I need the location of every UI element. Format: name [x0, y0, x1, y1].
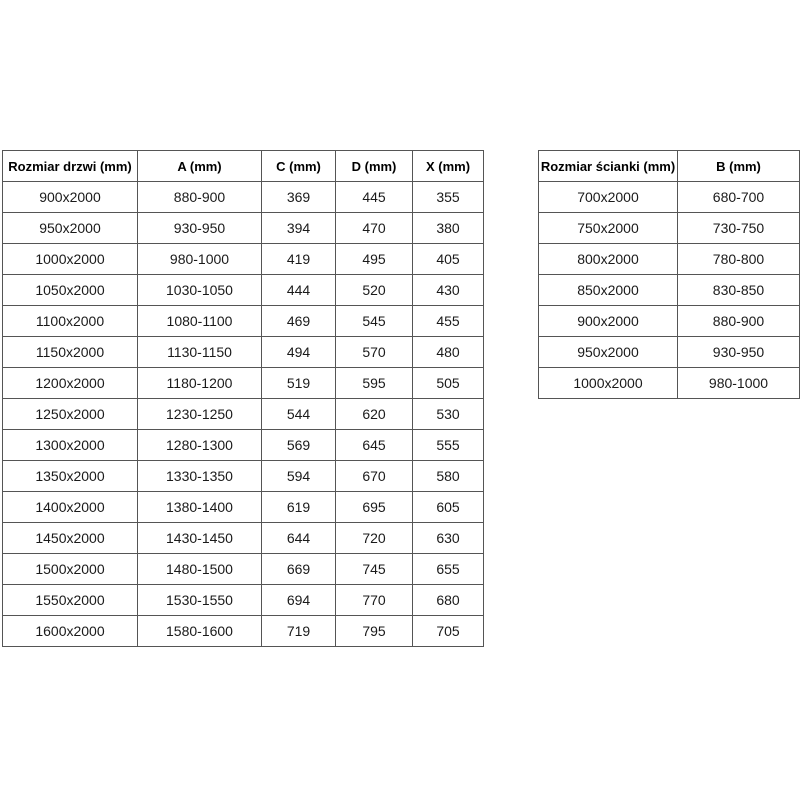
table-cell: 1050x2000	[3, 275, 138, 306]
table-row	[539, 275, 800, 306]
table-cell: 1100x2000	[3, 306, 138, 337]
table-cell: 444	[262, 275, 336, 306]
table-cell: 1400x2000	[3, 492, 138, 523]
wall-table-header-row	[539, 151, 800, 182]
table-cell: 645	[336, 430, 413, 461]
table-row	[539, 368, 800, 399]
door-table-header-row	[3, 151, 484, 182]
table-cell: 1500x2000	[3, 554, 138, 585]
table-cell: 670	[336, 461, 413, 492]
table-cell: 1000x2000	[539, 368, 678, 399]
table-cell: 1480-1500	[138, 554, 262, 585]
column-header: A (mm)	[138, 151, 262, 182]
table-cell: 570	[336, 337, 413, 368]
table-cell: 880-900	[138, 182, 262, 213]
table-cell: 980-1000	[138, 244, 262, 275]
column-header: Rozmiar drzwi (mm)	[3, 151, 138, 182]
table-cell: 1250x2000	[3, 399, 138, 430]
table-cell: 480	[413, 337, 484, 368]
table-row	[3, 616, 484, 647]
table-row	[539, 213, 800, 244]
table-cell: 1030-1050	[138, 275, 262, 306]
table-cell: 1150x2000	[3, 337, 138, 368]
table-cell: 445	[336, 182, 413, 213]
table-row	[3, 368, 484, 399]
table-cell: 750x2000	[539, 213, 678, 244]
table-cell: 530	[413, 399, 484, 430]
table-cell: 1200x2000	[3, 368, 138, 399]
table-cell: 1230-1250	[138, 399, 262, 430]
table-cell: 380	[413, 213, 484, 244]
table-row	[539, 244, 800, 275]
table-row	[3, 430, 484, 461]
table-row	[3, 244, 484, 275]
table-cell: 355	[413, 182, 484, 213]
table-cell: 720	[336, 523, 413, 554]
table-cell: 455	[413, 306, 484, 337]
table-cell: 880-900	[678, 306, 800, 337]
table-cell: 950x2000	[539, 337, 678, 368]
table-cell: 770	[336, 585, 413, 616]
table-cell: 505	[413, 368, 484, 399]
table-cell: 1530-1550	[138, 585, 262, 616]
table-cell: 644	[262, 523, 336, 554]
column-header: D (mm)	[336, 151, 413, 182]
table-cell: 630	[413, 523, 484, 554]
table-cell: 405	[413, 244, 484, 275]
table-cell: 1300x2000	[3, 430, 138, 461]
table-cell: 930-950	[138, 213, 262, 244]
table-cell: 1280-1300	[138, 430, 262, 461]
table-cell: 544	[262, 399, 336, 430]
table-row	[3, 461, 484, 492]
table-cell: 1450x2000	[3, 523, 138, 554]
table-cell: 1580-1600	[138, 616, 262, 647]
table-cell: 470	[336, 213, 413, 244]
table-cell: 719	[262, 616, 336, 647]
table-cell: 700x2000	[539, 182, 678, 213]
table-cell: 394	[262, 213, 336, 244]
table-row	[3, 275, 484, 306]
table-row	[3, 399, 484, 430]
table-cell: 1350x2000	[3, 461, 138, 492]
column-header: C (mm)	[262, 151, 336, 182]
table-row	[539, 182, 800, 213]
table-cell: 694	[262, 585, 336, 616]
table-cell: 795	[336, 616, 413, 647]
table-cell: 594	[262, 461, 336, 492]
table-row	[539, 337, 800, 368]
table-cell: 520	[336, 275, 413, 306]
table-cell: 950x2000	[3, 213, 138, 244]
table-cell: 519	[262, 368, 336, 399]
table-cell: 705	[413, 616, 484, 647]
table-cell: 605	[413, 492, 484, 523]
column-header: X (mm)	[413, 151, 484, 182]
table-row	[3, 182, 484, 213]
table-cell: 669	[262, 554, 336, 585]
table-cell: 495	[336, 244, 413, 275]
column-header: B (mm)	[678, 151, 800, 182]
table-cell: 830-850	[678, 275, 800, 306]
table-cell: 1380-1400	[138, 492, 262, 523]
table-cell: 680-700	[678, 182, 800, 213]
table-cell: 469	[262, 306, 336, 337]
table-cell: 730-750	[678, 213, 800, 244]
table-cell: 619	[262, 492, 336, 523]
table-cell: 620	[336, 399, 413, 430]
table-row	[3, 337, 484, 368]
table-cell: 745	[336, 554, 413, 585]
table-cell: 545	[336, 306, 413, 337]
table-row	[3, 523, 484, 554]
table-row	[539, 306, 800, 337]
table-cell: 850x2000	[539, 275, 678, 306]
table-cell: 419	[262, 244, 336, 275]
table-cell: 1550x2000	[3, 585, 138, 616]
table-cell: 930-950	[678, 337, 800, 368]
table-row	[3, 554, 484, 585]
table-cell: 980-1000	[678, 368, 800, 399]
wall-dimensions-table	[538, 150, 800, 399]
table-cell: 680	[413, 585, 484, 616]
table-cell: 369	[262, 182, 336, 213]
table-cell: 580	[413, 461, 484, 492]
table-row	[3, 492, 484, 523]
table-cell: 900x2000	[3, 182, 138, 213]
table-cell: 1330-1350	[138, 461, 262, 492]
table-cell: 555	[413, 430, 484, 461]
table-cell: 780-800	[678, 244, 800, 275]
table-cell: 1600x2000	[3, 616, 138, 647]
table-cell: 800x2000	[539, 244, 678, 275]
door-dimensions-table	[2, 150, 484, 647]
table-row	[3, 306, 484, 337]
table-cell: 1180-1200	[138, 368, 262, 399]
table-cell: 430	[413, 275, 484, 306]
table-row	[3, 585, 484, 616]
column-header: Rozmiar ścianki (mm)	[539, 151, 678, 182]
table-cell: 1000x2000	[3, 244, 138, 275]
table-cell: 1080-1100	[138, 306, 262, 337]
table-cell: 655	[413, 554, 484, 585]
table-row	[3, 213, 484, 244]
table-cell: 1430-1450	[138, 523, 262, 554]
table-cell: 1130-1150	[138, 337, 262, 368]
table-cell: 695	[336, 492, 413, 523]
table-cell: 569	[262, 430, 336, 461]
table-cell: 595	[336, 368, 413, 399]
table-cell: 900x2000	[539, 306, 678, 337]
table-cell: 494	[262, 337, 336, 368]
